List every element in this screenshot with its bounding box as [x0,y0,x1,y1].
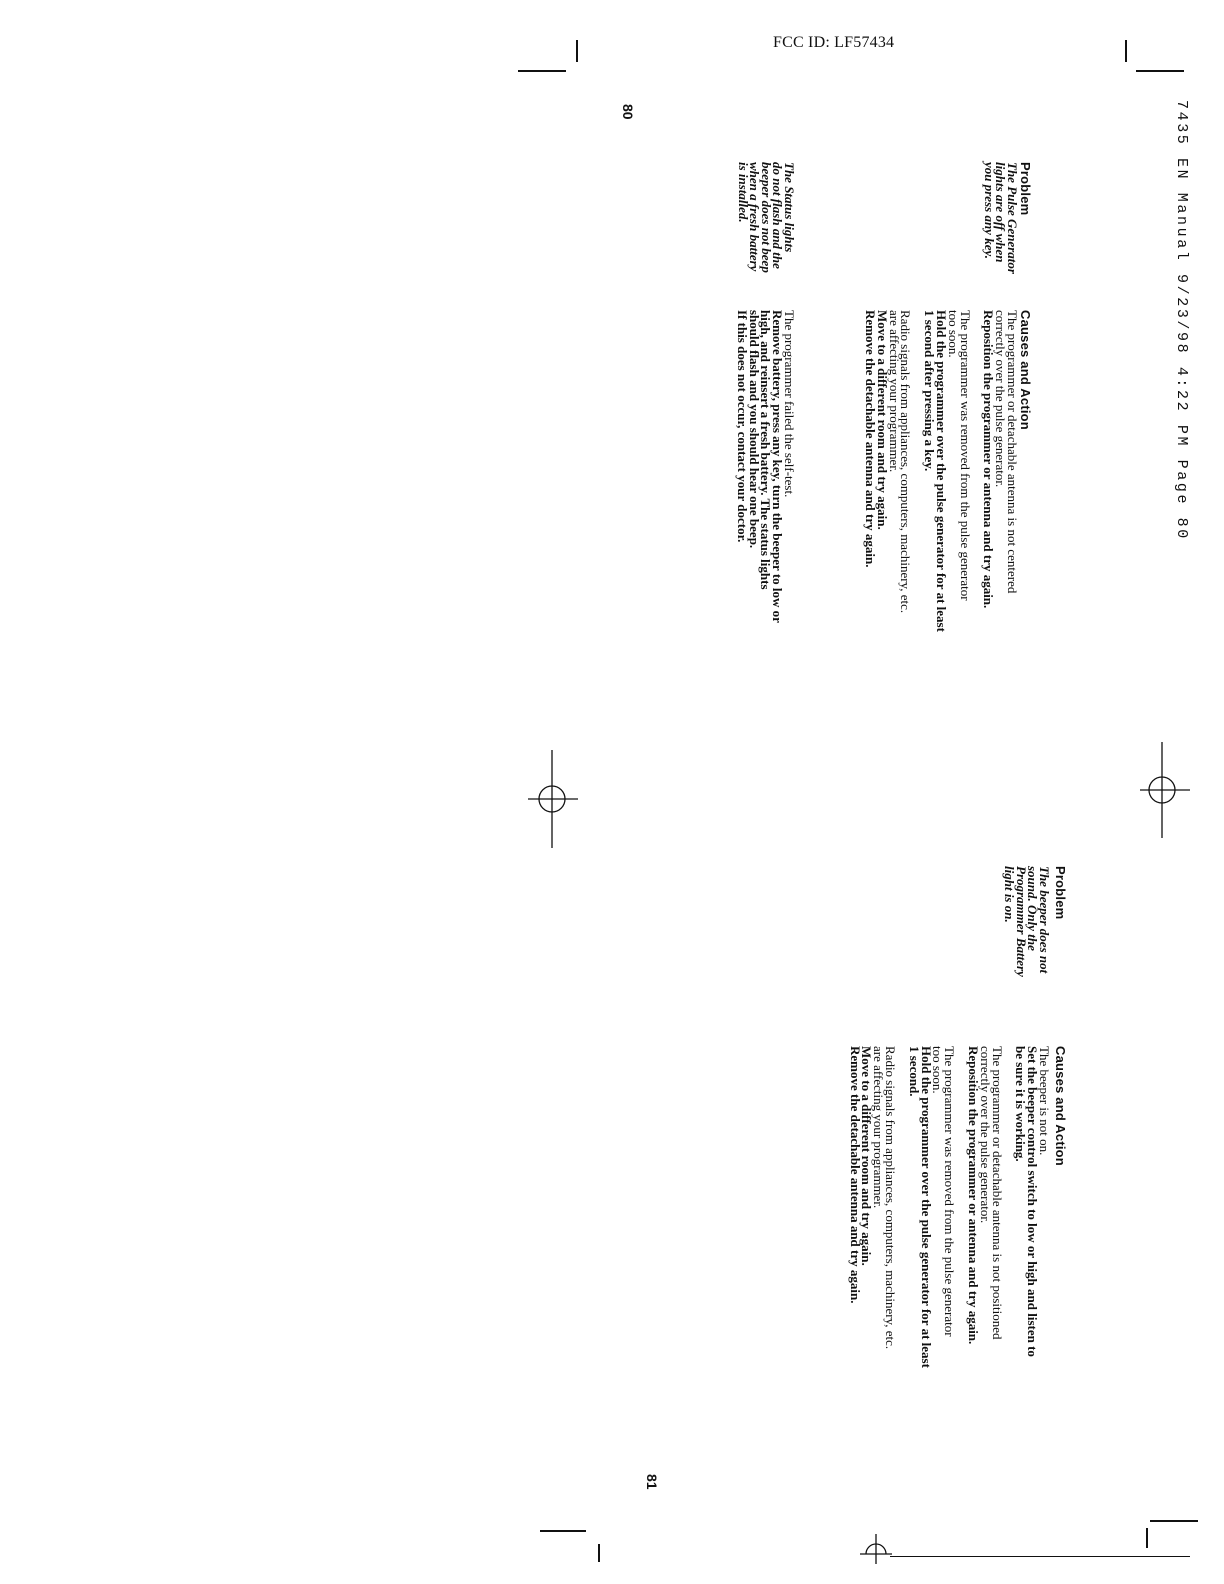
problem-line: is installed. [736,162,751,223]
crop-mark [1136,70,1184,72]
cause-action-group [1015,1046,1050,1368]
causes-heading-right: Causes and Action [1053,1046,1068,1166]
cause-action-group [922,310,973,632]
cause-text: The beeper is not on. [1037,1046,1052,1156]
action-text: Hold the programmer over the pulse generator for at least 1 second. [906,1046,934,1368]
problem-line: lights are off when [993,162,1009,263]
problem-line: light is on. [1002,866,1018,923]
problem-line: sound. Only the [1025,866,1041,951]
cause-text: The programmer was removed from the pulse generator too soon. [930,1046,958,1337]
crop-mark [518,70,566,72]
problem-line: The beeper does not [1037,866,1052,974]
cause-action-group [906,1046,958,1368]
action-text: Move to a different room and try again. Remove the detachable antenna and try again. [863,310,890,568]
problem-line: when a fresh battery [747,162,763,272]
page-number-left: 80 [620,104,636,120]
problem-line: do not flash and the [770,162,786,269]
cause-action-group [863,310,914,632]
page-header: 7435 EN Manual 9/23/98 4:22 PM Page 80 [1173,100,1190,541]
problem-heading-left: Problem [1018,162,1033,216]
registration-target-icon [860,1534,892,1564]
causes-and-actions [837,1046,1050,1368]
cause-text: The programmer failed the self-test. [782,310,797,498]
problem-description [984,162,1019,274]
causes-and-actions [724,310,795,623]
cause-text: The programmer or detachable antenna is not positioned correctly over the pulse generator. [977,1046,1005,1340]
action-text: Reposition the programmer or antenna and try again. [966,1046,982,1345]
action-text: Move to a different room and try again. Remove the detachable antenna and try again. [847,1046,875,1304]
registration-target-icon [1140,742,1190,838]
cause-action-group [983,310,1018,632]
cause-text: Radio signals from appliances, computers, machinery, etc. are affecting your programmer. [871,1046,899,1350]
crop-mark [1125,40,1127,62]
problem-line: The Pulse Generator [1005,162,1020,274]
cause-action-group [847,1046,899,1368]
crop-mark [890,1556,1190,1557]
cause-action-group [736,310,795,623]
problem-line: beeper does not beep [759,162,774,273]
page-number-right: 81 [644,1474,660,1490]
action-text: Set the beeper control switch to low or high and listen to be sure it is working. [1013,1046,1041,1357]
crop-mark [576,40,578,62]
crop-mark [598,1544,600,1562]
crop-mark [540,1530,586,1532]
cause-text: The programmer was removed from the pulse generator too soon. [945,310,973,601]
causes-and-actions [852,310,1018,632]
cause-text: Radio signals from appliances, computers, machinery, etc. are affecting your programmer. [886,310,914,614]
action-text: Remove battery, press any key, turn the beeper to low or high, and reinsert a fresh battery. The status lights should flash and you should hear one beep. If this does not occur, contact your doctor. [734,310,786,623]
fcc-id: FCC ID: LF57434 [773,34,895,51]
registration-target-icon [528,750,578,848]
action-text: Hold the programmer over the pulse generator for at least 1 second after pressing a key. [922,310,950,632]
causes-heading-left: Causes and Action [1018,310,1033,430]
problem-line: you press any key. [982,162,997,260]
action-text: Reposition the programmer or antenna and try again. [981,310,997,609]
problem-line: Programmer Battery [1014,866,1029,977]
problem-description [1004,866,1050,977]
crop-mark [1150,1520,1198,1522]
problem-description [738,162,796,273]
problem-line: The Status lights [782,162,797,253]
crop-mark [1146,1528,1148,1548]
cause-action-group [966,1046,1005,1368]
cause-text: The programmer or detachable antenna is not centered correctly over the pulse generator. [993,310,1020,594]
problem-heading-right: Problem [1053,866,1068,920]
